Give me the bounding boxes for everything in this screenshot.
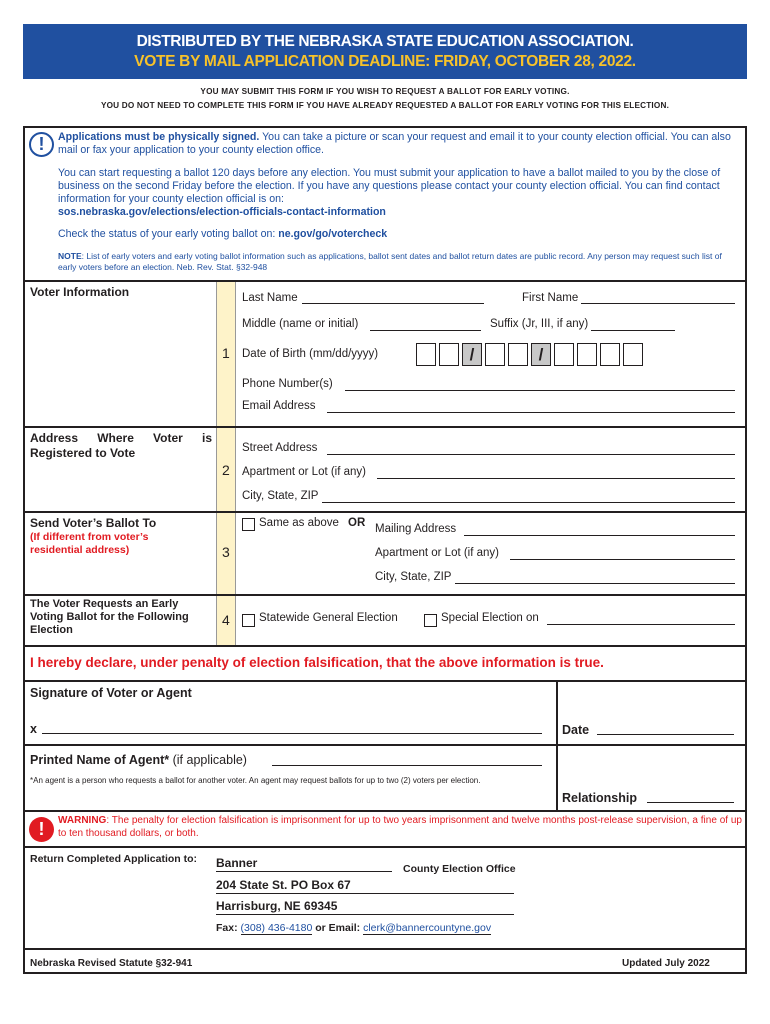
dob-day-digit[interactable] [508,343,528,366]
note-body: : List of early voters and early voting ballot information such as applications, ballot sent dates and ballot return dates are public record. Any person may request such list of early voters before an election. Neb. Rev. Stat. §32-948 [58,251,722,272]
statewide-election-label: Statewide General Election [259,612,398,624]
mailing-city-label: City, State, ZIP [375,571,452,583]
suffix-field[interactable] [591,330,675,331]
sos-link[interactable]: sos.nebraska.gov/elections/election-officials-contact-information [58,206,386,218]
divider [23,511,747,513]
county-email-link[interactable]: clerk@bannercountyne.gov [363,922,492,934]
status-text: Check the status of your early voting ballot on: [58,228,279,240]
divider [23,280,747,282]
signed-notice: Applications must be physically signed. [58,131,260,143]
last-name-field[interactable] [302,303,484,304]
contact-line [216,922,491,934]
fax-label: Fax: [216,922,241,934]
office-city: Harrisburg, NE 69345 [216,899,338,913]
email-contact-label: or Email: [312,922,364,934]
divider [23,680,747,682]
note-label: NOTE [58,251,82,261]
special-election-date-field[interactable] [547,624,735,625]
warning-label: WARNING [58,815,107,826]
warning-alert-icon: ! [29,817,54,842]
note-text [58,251,742,273]
date-label: Date [562,723,590,737]
same-as-above-label: Same as above [259,517,339,529]
dob-month-digit[interactable] [416,343,436,366]
section-3-subtitle: (If different from voter’s residential address) [30,531,149,556]
dob-year-digit[interactable] [623,343,643,366]
city-label: City, State, ZIP [242,490,319,502]
section-1-title: Voter Information [30,285,130,299]
header-title: DISTRIBUTED BY THE NEBRASKA STATE EDUCATION ASSOCIATION. [136,33,634,50]
section-3-number: 3 [222,544,230,560]
or-label: OR [348,517,366,529]
dob-year-digit[interactable] [554,343,574,366]
votercheck-link[interactable]: ne.gov/go/votercheck [278,228,388,240]
divider [23,426,747,428]
mailing-apt-field[interactable] [510,559,735,560]
apt-label: Apartment or Lot (if any) [242,466,366,478]
printed-name-line [30,753,247,767]
email-field[interactable] [327,412,735,413]
suffix-label: Suffix (Jr, III, if any) [490,318,589,330]
info-alert-icon: ! [29,132,54,157]
first-name-label: First Name [522,292,579,304]
date-field[interactable] [597,734,734,735]
special-election-label: Special Election on [441,612,539,624]
office-address: 204 State St. PO Box 67 [216,878,351,892]
divider [23,645,747,647]
dob-year-digit[interactable] [577,343,597,366]
info-p1-text: You can take a picture or scan your request and email it to your county election official. You can also mail or fax your application to your county election office. [58,131,731,156]
fax-number[interactable]: (308) 436-4180 [240,922,313,934]
updated-footer: Updated July 2022 [622,958,710,969]
last-name-label: Last Name [242,292,298,304]
header-banner [23,24,747,79]
section-2-title: Address Where Voter is Registered to Vote [30,431,212,460]
dob-day-digit[interactable] [485,343,505,366]
mailing-city-field[interactable] [455,583,735,584]
divider [23,594,747,596]
divider [23,810,747,812]
subtitle-2: YOU DO NOT NEED TO COMPLETE THIS FORM IF YOU HAVE ALREADY REQUESTED A BALLOT FOR EARLY VOTING FOR THIS ELECTION. [100,101,670,110]
mailing-address-field[interactable] [464,535,735,536]
email-label: Email Address [242,400,316,412]
special-election-checkbox[interactable] [424,614,437,627]
dob-month-digit[interactable] [439,343,459,366]
phone-label: Phone Number(s) [242,378,333,390]
relationship-label: Relationship [562,791,638,805]
printed-name-paren: (if applicable) [169,753,247,767]
statewide-election-checkbox[interactable] [242,614,255,627]
same-as-above-checkbox[interactable] [242,518,255,531]
warning-body: : The penalty for election falsification is imprisonment for up to two years imprisonment and twelve months post-release supervision, a fine of up to ten thousand dollars, or both. [58,815,742,839]
dob-slash: / [462,343,482,366]
dob-slash: / [531,343,551,366]
county-name: Banner [216,856,258,870]
mailing-address-label: Mailing Address [375,523,457,535]
middle-name-field[interactable] [370,330,481,331]
status-line [58,228,387,241]
phone-field[interactable] [345,390,735,391]
apt-field[interactable] [377,478,735,479]
printed-name-label: Printed Name of Agent* [30,753,170,767]
statute-footer: Nebraska Revised Statute §32-941 [30,958,193,969]
dob-label: Date of Birth (mm/dd/yyyy) [242,348,379,360]
signature-field[interactable] [42,733,542,734]
city-field[interactable] [322,502,735,503]
info-paragraph-2 [58,167,738,219]
signature-title: Signature of Voter or Agent [30,686,192,700]
county-underline [216,871,392,872]
deadline-title: VOTE BY MAIL APPLICATION DEADLINE: FRIDAY, OCTOBER 28, 2022. [134,53,636,70]
first-name-field[interactable] [581,303,735,304]
return-label: Return Completed Application to: [30,853,198,865]
middle-name-label: Middle (name or initial) [242,318,359,330]
section-4-title: The Voter Requests an Early Voting Ballot for the Following Election [30,598,189,636]
section-1-number: 1 [222,345,230,361]
declaration-text: I hereby declare, under penalty of election falsification, that the above information is true. [30,655,604,670]
street-label: Street Address [242,442,318,454]
warning-text [58,815,742,840]
signature-x: x [30,722,37,736]
info-p2-text: You can start requesting a ballot 120 days before any election. You must submit your application to have a ballot mailed to you by the close of business on the second Friday before the election. If you have any questions please contact your county election official. You can find contact information for your county election official is on: [58,167,721,205]
divider [23,744,558,746]
agent-note: *An agent is a person who requests a ballot for another voter. An agent may request ballots for up to two (2) voters per election. [30,776,481,785]
address-underline [216,893,514,894]
relationship-field[interactable] [647,802,734,803]
street-field[interactable] [327,454,735,455]
mailing-apt-label: Apartment or Lot (if any) [375,547,499,559]
section-3-title: Send Voter’s Ballot To [30,516,157,530]
signature-divider [556,682,558,810]
section-2-number: 2 [222,462,230,478]
divider [23,846,747,848]
dob-year-digit[interactable] [600,343,620,366]
printed-name-field[interactable] [272,765,542,766]
info-paragraph-1 [58,131,738,157]
county-office-label: County Election Office [403,863,516,875]
divider [556,744,747,746]
city-underline [216,914,514,915]
section-4-number: 4 [222,612,230,628]
divider [23,948,747,950]
subtitle-1: YOU MAY SUBMIT THIS FORM IF YOU WISH TO REQUEST A BALLOT FOR EARLY VOTING. [200,87,570,96]
